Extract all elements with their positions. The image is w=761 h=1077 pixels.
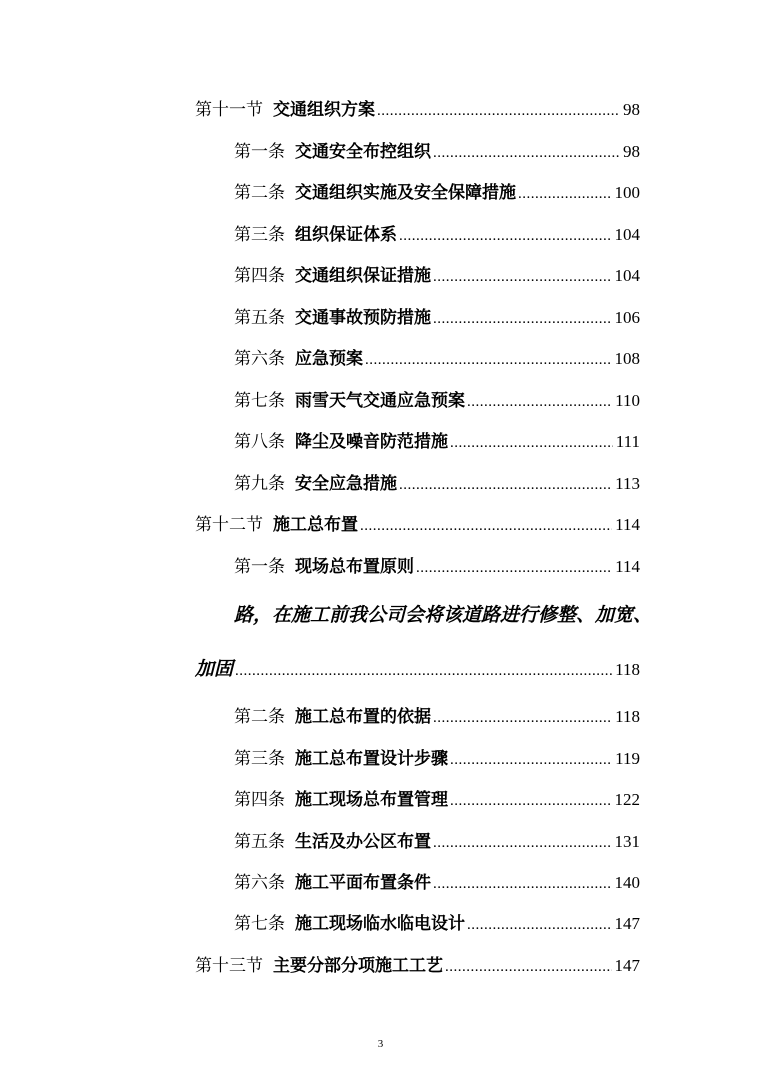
toc-entry-section-13[interactable] [195,953,640,979]
toc-leader-dots [377,98,620,124]
toc-entry-number: 第十二节 [195,515,263,535]
toc-entry-anomaly[interactable] [195,656,640,682]
toc-entry-number: 第六条 [234,349,285,369]
toc-leader-dots [450,747,612,773]
toc-entry-title: 交通事故预防措施 [295,308,431,328]
toc-entry-title: 现场总布置原则 [295,557,414,577]
toc-entry-page: 119 [615,749,640,768]
toc-entry-page: 147 [614,914,640,933]
toc-entry-title: 施工总布置设计步骤 [295,749,448,769]
toc-entry-number: 第七条 [234,391,285,411]
toc-leader-dots [467,389,612,415]
toc-entry-title: 组织保证体系 [295,225,397,245]
toc-entry-article[interactable] [234,746,640,772]
toc-entry-article[interactable] [234,870,640,896]
toc-entry-page: 98 [623,142,640,161]
toc-anomaly-heading-line1: 路，在施工前我公司会将该道路进行修整、加宽、 [234,604,653,626]
toc-entry-section-11[interactable] [195,97,640,123]
toc-leader-dots [450,788,612,814]
toc-leader-dots [399,223,612,249]
toc-entry-title: 施工现场临水临电设计 [295,914,465,934]
toc-entry-page: 98 [623,100,640,119]
toc-leader-dots [433,705,612,731]
toc-entry-number: 第一条 [234,142,285,162]
toc-entry-page: 106 [614,308,640,327]
toc-entry-title: 施工平面布置条件 [295,873,431,893]
toc-entry-title: 交通组织方案 [273,100,375,120]
toc-entry-article[interactable] [234,139,640,165]
toc-entry-page: 104 [614,266,640,285]
toc-entry-page: 131 [614,832,640,851]
toc-leader-dots [467,912,612,938]
toc-entry-title: 交通安全布控组织 [295,142,431,162]
toc-entry-page: 122 [614,790,640,809]
toc-leader-dots [433,871,612,897]
toc-entry-article[interactable] [234,305,640,331]
toc-entry-article[interactable] [234,554,640,580]
toc-entry-title: 施工总布置的依据 [295,707,431,727]
toc-entry-article[interactable] [234,263,640,289]
toc-entry-article[interactable] [234,346,640,372]
toc-entry-page: 108 [614,349,640,368]
toc-entry-title: 降尘及噪音防范措施 [295,432,448,452]
toc-leader-dots [450,430,613,456]
toc-leader-dots [399,472,612,498]
toc-entry-title: 施工总布置 [273,515,358,535]
toc-entry-number: 第七条 [234,914,285,934]
toc-entry-number: 第十三节 [195,956,263,976]
toc-entry-number: 第八条 [234,432,285,452]
toc-entry-page: 110 [615,391,640,410]
toc-entry-number: 第四条 [234,266,285,286]
toc-entry-article[interactable] [234,787,640,813]
page-number: 3 [377,1038,384,1050]
toc-entry-number: 第四条 [234,790,285,810]
toc-leader-dots [433,140,620,166]
toc-entry-page: 114 [615,515,640,534]
toc-entry-page: 104 [614,225,640,244]
toc-entry-article[interactable] [234,222,640,248]
toc-entry-number: 第二条 [234,707,285,727]
toc-entry-title: 交通组织实施及安全保障措施 [295,183,516,203]
toc-entry-title: 应急预案 [295,349,363,369]
toc-leader-dots [433,830,612,856]
toc-entry-page: 147 [614,956,640,975]
toc-entry-number: 第三条 [234,749,285,769]
toc-entry-page: 100 [614,183,640,202]
toc-entry-section-12[interactable] [195,512,640,538]
toc-entry-article[interactable] [234,429,640,455]
toc-entry-title: 雨雪天气交通应急预案 [295,391,465,411]
toc-leader-dots [365,347,612,373]
toc-entry-number: 第十一节 [195,100,263,120]
toc-entry-number: 第五条 [234,832,285,852]
toc-leader-dots [518,181,612,207]
toc-leader-dots [433,306,612,332]
toc-entry-page: 140 [614,873,640,892]
toc-entry-title: 加固 [195,658,234,680]
toc-entry-page: 118 [615,707,640,726]
toc-leader-dots [416,555,612,581]
toc-entry-number: 第二条 [234,183,285,203]
toc-leader-dots [433,264,612,290]
toc-leader-dots [235,658,612,684]
toc-entry-title: 安全应急措施 [295,474,397,494]
toc-leader-dots [445,954,612,980]
toc-entry-article[interactable] [234,829,640,855]
toc-leader-dots [360,513,612,539]
toc-entry-title: 生活及办公区布置 [295,832,431,852]
toc-entry-number: 第三条 [234,225,285,245]
toc-entry-page: 118 [615,660,640,679]
toc-entry-number: 第九条 [234,474,285,494]
toc-entry-number: 第五条 [234,308,285,328]
toc-entry-page: 114 [615,557,640,576]
toc-entry-number: 第六条 [234,873,285,893]
toc-entry-article[interactable] [234,180,640,206]
toc-entry-title: 交通组织保证措施 [295,266,431,286]
toc-entry-number: 第一条 [234,557,285,577]
toc-entry-article[interactable] [234,704,640,730]
toc-entry-page: 111 [615,432,640,451]
toc-entry-article[interactable] [234,911,640,937]
toc-entry-title: 主要分部分项施工工艺 [273,956,443,976]
toc-entry-title: 施工现场总布置管理 [295,790,448,810]
toc-entry-article[interactable] [234,471,640,497]
toc-entry-page: 113 [615,474,640,493]
toc-entry-article[interactable] [234,388,640,414]
